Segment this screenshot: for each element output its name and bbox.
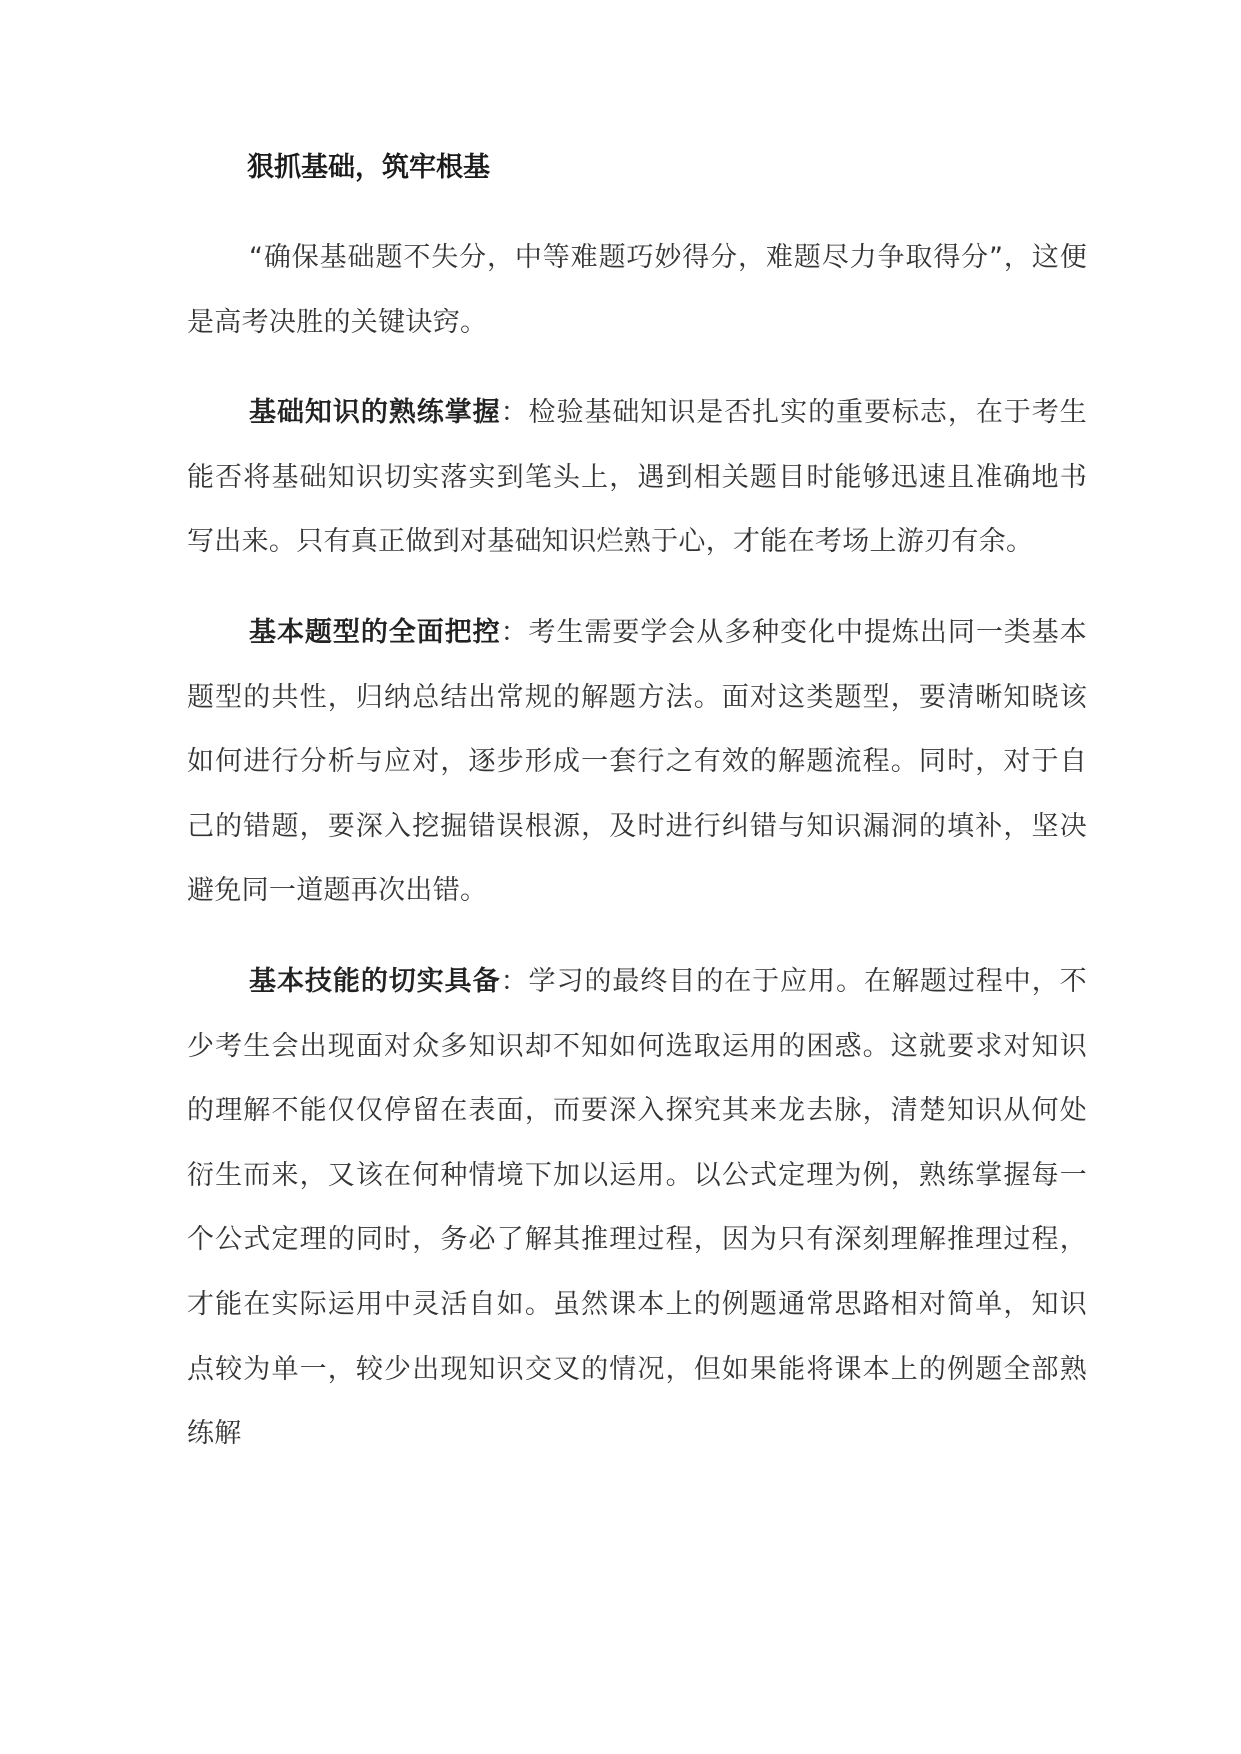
section-title: 基础知识的熟练掌握 <box>249 397 501 429</box>
section-body: ：检验基础知识是否扎实的重要标志，在于考生能否将基础知识切实落实到笔头上，遇到相关题目时能够迅速且准确地书写出来。只有真正做到对基础知识烂熟于心，才能在考场上游刃有余。 <box>187 397 1087 558</box>
section-body: ：考生需要学会从多种变化中提炼出同一类基本题型的共性，归纳总结出常规的解题方法。面对这类题型，要清晰知晓该如何进行分析与应对，逐步形成一套行之有效的解题流程。同时，对于自己的错题，要深入挖掘错误根源，及时进行纠错与知识漏洞的填补，坚决避免同一道题再次出错。 <box>187 616 1087 907</box>
document-page <box>187 148 1087 1493</box>
section-title: 基本题型的全面把控 <box>249 616 501 648</box>
section-basic-skills <box>187 950 1087 1467</box>
section-title: 基本技能的切实具备 <box>249 965 501 997</box>
section-basic-question-types <box>187 601 1087 924</box>
document-heading: 狠抓基础，筑牢根基 <box>247 152 490 183</box>
section-body: ：学习的最终目的在于应用。在解题过程中，不少考生会出现面对众多知识却不知如何选取运用的困惑。这就要求对知识的理解不能仅仅停留在表面，而要深入探究其来龙去脉，清楚知识从何处衍生而来，又该在何种情境下加以运用。以公式定理为例，熟练掌握每一个公式定理的同时，务必了解其推理过程，因为只有深刻理解推理过程，才能在实际运用中灵活自如。虽然课本上的例题通常思路相对简单，知识点较为单一，较少出现知识交叉的情况，但如果能将课本上的例题全部熟练解 <box>187 965 1087 1450</box>
intro-paragraph: “确保基础题不失分，中等难题巧妙得分，难题尽力争取得分”，这便是高考决胜的关键诀窍。 <box>187 242 1087 338</box>
section-basic-knowledge <box>187 381 1087 575</box>
